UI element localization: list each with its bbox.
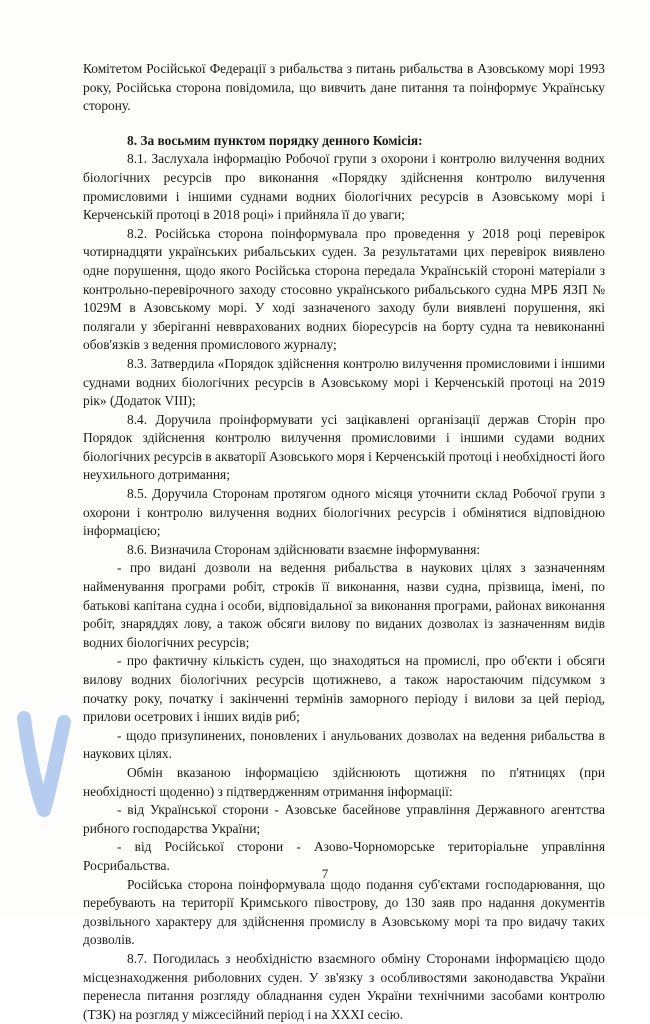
list-item-vessels: - про фактичну кількість суден, що знаходяться на промислі, про об'єкти і обсяги вилову водних біологічних ресурсів щотижнево, а також наростаючим підсумком з початку року, початку і закінченні термінів заморного періоду і вилови за цей період, прилови осетрових і інших видів риб; (83, 653, 605, 725)
paragraph-8-4: 8.4. Доручила проінформувати усі зацікавлені організації держав Сторін про Порядок здійснення контролю вилучення промисловими і іншими судами водних біологічних ресурсів в акваторії Азовського моря і Керченській протоці і необхідності його неухильного дотримання; (83, 411, 605, 483)
paragraph-exchange: Обмін вказаною інформацією здійснюють щотижня по п'ятницях (при необхідності щоденно) з підтвердженням отримання інформації: (83, 764, 605, 799)
paragraph-8-6: 8.6. Визначила Сторонам здійснювати взаємне інформування: (127, 541, 481, 557)
page-number: 7 (321, 866, 329, 881)
paragraph-8-2: 8.2. Російська сторона поінформувала про проведення у 2018 році перевірок чотирнадцяти українських рибальських суден. За результатами цих перевірок виявлено одне порушення, щодо якого Російська сторона передала Українській стороні матеріали з контрольно-перевірочного заходу стосовно українського рибальського судна МРБ ЯЗП № 1029М в Азовському морі. У ході зазначеного заходу були виявлені порушення, які полягали у зберіганні невврахованих водних біоресурсів на борту судна та невиконанні обов'язків з ведення промислового журналу; (83, 225, 605, 353)
paragraph-crimea: Російська сторона поінформувала щодо подання суб'єктами господарювання, що перебувають на території Кримського півострову, до 130 заяв про надання документів дозвільного характеру для здійснення промислу в Азовському морі та про видачу таких дозволів. (83, 876, 605, 948)
paragraph-8-7: 8.7. Погодилась з необхідністю взаємного обміну Сторонами інформацією щодо місцезнаходження риболовних суден. У зв'язку з особливостями законодавства України перенесла питання розгляду обладнання суден України технічними засобами контролю (ТЗК) на розгляд у міжсесійний період і на XXXI сесію. (83, 950, 605, 1022)
paragraph-8-1: 8.1. Заслухала інформацію Робочої групи з охорони і контролю вилучення водних біологічних ресурсів про виконання «Порядку здійснення контролю вилучення промисловими і іншими суднами водних біологічних ресурсів в Азовському морі і Керченській протоці в 2018 році» і прийняла її до уваги; (83, 151, 605, 223)
highlighter-stroke (24, 718, 64, 810)
paragraph-intro: Комітетом Російської Федерації з рибальства з питань рибальства в Азовському морі 1993 року, Російська сторона повідомила, що вивчить дане питання та поінформує Українську сторону. (83, 61, 605, 114)
list-item-ukraine: - від Української сторони - Азовське басейнове управління Державного агентства рибного господарства України; (83, 802, 605, 836)
paragraph-8-5: 8.5. Доручила Сторонам протягом одного місяця уточнити склад Робочої групи з охорони і контролю вилучення водних біологічних ресурсів і обмінятися відповідною інформацією; (83, 486, 605, 539)
highlighter-mark (14, 710, 74, 820)
section-heading-8: 8. За восьмим пунктом порядку денного Комісія: (127, 132, 423, 148)
list-item-suspended: - щодо призупинених, поновлених і анульованих дозволах на ведення рибальства в наукових цілях. (83, 727, 605, 762)
paragraph-8-3: 8.3. Затвердила «Порядок здійснення контролю вилучення промисловими і іншими суднами водних біологічних ресурсів в Азовському морі і Керченській протоці на 2019 рік» (Додаток VIII); (83, 355, 605, 409)
list-item-permits: - про видані дозволи на ведення рибальства в наукових цілях з зазначенням найменування програми робіт, строків її виконання, назви судна, прізвища, імені, по батькові капітана судна і особи, відповідальної за виконання програми, районах виконання робіт, знаряддях лову, а також обсяги вилову по виданих дозволах із зазначенням видів водних біологічних ресурсів; (83, 560, 605, 650)
list-item-russia: - від Російської сторони - Азово-Чорноморське територіальне управління Росрибальства. (83, 839, 605, 873)
